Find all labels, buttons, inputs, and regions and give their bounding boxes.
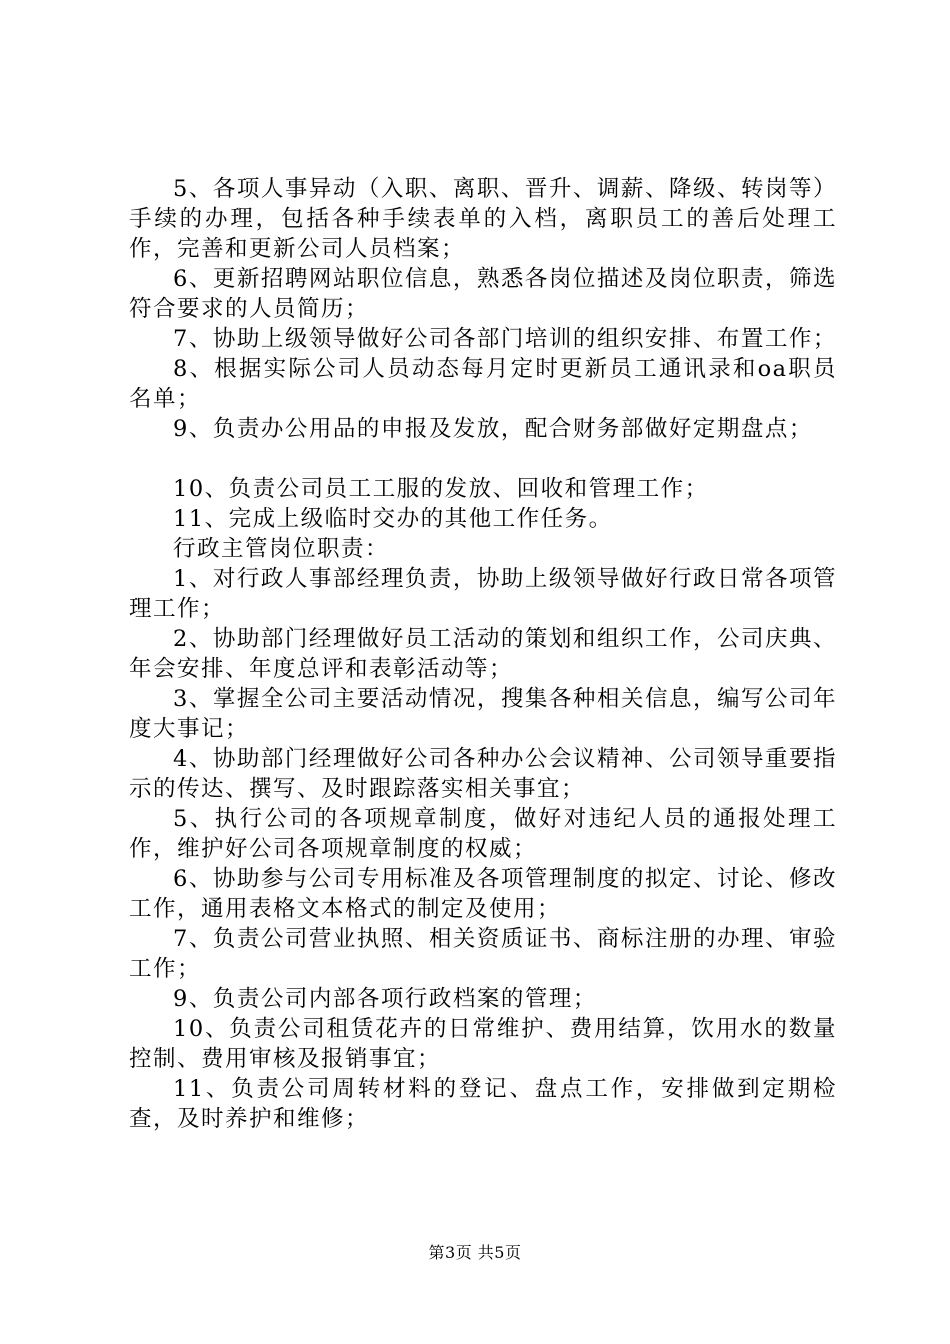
- document-body: [129, 174, 837, 1134]
- paragraph: 4、协助部门经理做好公司各种办公会议精神、公司领导重要指示的传达、撰写、及时跟踪落实相关事宜；: [129, 746, 837, 802]
- paragraph: 10、负责公司员工工服的发放、回收和管理工作；: [173, 476, 709, 502]
- paragraph: 7、协助上级领导做好公司各部门培训的组织安排、布置工作；: [173, 326, 837, 352]
- paragraph: 5、执行公司的各项规章制度，做好对违纪人员的通报处理工作，维护好公司各项规章制度的权威；: [129, 806, 837, 862]
- paragraph: 11、负责公司周转材料的登记、盘点工作，安排做到定期检查，及时养护和维修；: [129, 1076, 837, 1132]
- paragraph: 5、各项人事异动（入职、离职、晋升、调薪、降级、转岗等）手续的办理，包括各种手续表单的入档，离职员工的善后处理工作，完善和更新公司人员档案；: [129, 176, 837, 262]
- page-footer: [0, 1243, 950, 1263]
- page-number-label: 第3页 共5页: [428, 1243, 522, 1262]
- paragraph: 2、协助部门经理做好员工活动的策划和组织工作，公司庆典、年会安排、年度总评和表彰活动等；: [129, 626, 837, 682]
- paragraph: 10、负责公司租赁花卉的日常维护、费用结算，饮用水的数量控制、费用审核及报销事宜；: [129, 1016, 837, 1072]
- paragraph: 11、完成上级临时交办的其他工作任务。: [173, 506, 613, 532]
- paragraph: 8、根据实际公司人员动态每月定时更新员工通讯录和oa职员名单；: [129, 356, 837, 412]
- paragraph: 9、负责办公用品的申报及发放，配合财务部做好定期盘点；: [173, 416, 813, 442]
- section-heading: 行政主管岗位职责：: [173, 536, 390, 562]
- paragraph: 1、对行政人事部经理负责，协助上级领导做好行政日常各项管理工作；: [129, 566, 837, 622]
- paragraph: 6、协助参与公司专用标准及各项管理制度的拟定、讨论、修改工作，通用表格文本格式的制定及使用；: [129, 866, 837, 922]
- paragraph: 7、负责公司营业执照、相关资质证书、商标注册的办理、审验工作；: [129, 926, 837, 982]
- paragraph: 6、更新招聘网站职位信息，熟悉各岗位描述及岗位职责，筛选符合要求的人员简历；: [129, 266, 837, 322]
- paragraph: 9、负责公司内部各项行政档案的管理；: [173, 986, 597, 1012]
- paragraph: 3、掌握全公司主要活动情况，搜集各种相关信息，编写公司年度大事记；: [129, 686, 837, 742]
